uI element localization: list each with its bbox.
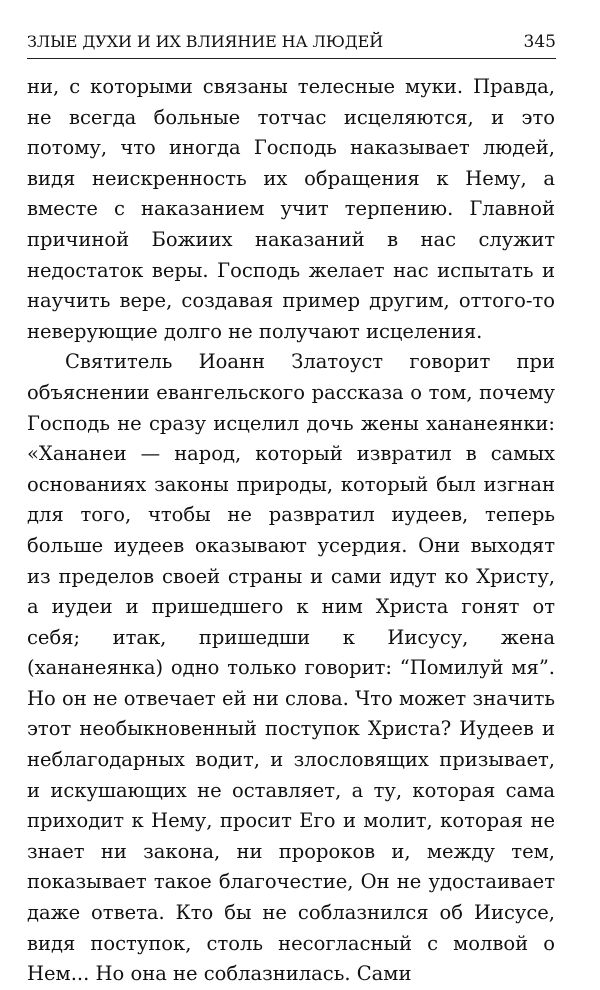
- paragraph-chrysostom-quote: Святитель Иоанн Златоуст говорит при объяснении евангельского рассказа о том, почему Господь не сразу исцелил дочь жены хананеянки: «Хананеи — народ, который извратил в самых основаниях законы природы, который был изгнан для того, чтобы не развратил иудеев, теперь больше иудеев оказывают усердия. Они выходят из пределов своей страны и сами идут ко Христу, а иудеи и пришедшего к ним Христа гонят от себя; итак, пришедши к Иисусу, жена (хананеянка) одно только говорит: “Помилуй мя”. Но он не отвечает ей ни слова. Что может значить этот необыкновенный поступок Христа? Иудеев и неблагодарных водит, и злословящих призывает, и искушающих не оставляет, а ту, которая сама приходит к Нему, просит Его и молит, которая не знает ни закона, ни пророков и, между тем, показывает такое благочестие, Он не удостаивает даже ответа. Кто бы не соблазнился об Иисусе, видя поступок, столь несогласный с молвой о Нем... Но она не соблазнилась. Сами: [27, 350, 555, 986]
- running-title: ЗЛЫЕ ДУХИ И ИХ ВЛИЯНИЕ НА ЛЮДЕЙ: [27, 32, 384, 51]
- body-text: [27, 72, 555, 990]
- page-number: 345: [523, 32, 556, 52]
- running-header: [27, 30, 556, 59]
- paragraph-continuation: ни, с которыми связаны телесные муки. Правда, не всегда больные тотчас исцеляются, и это потому, что иногда Господь наказывает людей, видя неискренность их обращения к Нему, а вместе с наказанием учит терпению. Главной причиной Божиих наказаний в нас служит недостаток веры. Господь желает нас испытать и научить вере, создавая пример другим, оттого-то неверующие долго не получают исцеления.: [27, 75, 555, 343]
